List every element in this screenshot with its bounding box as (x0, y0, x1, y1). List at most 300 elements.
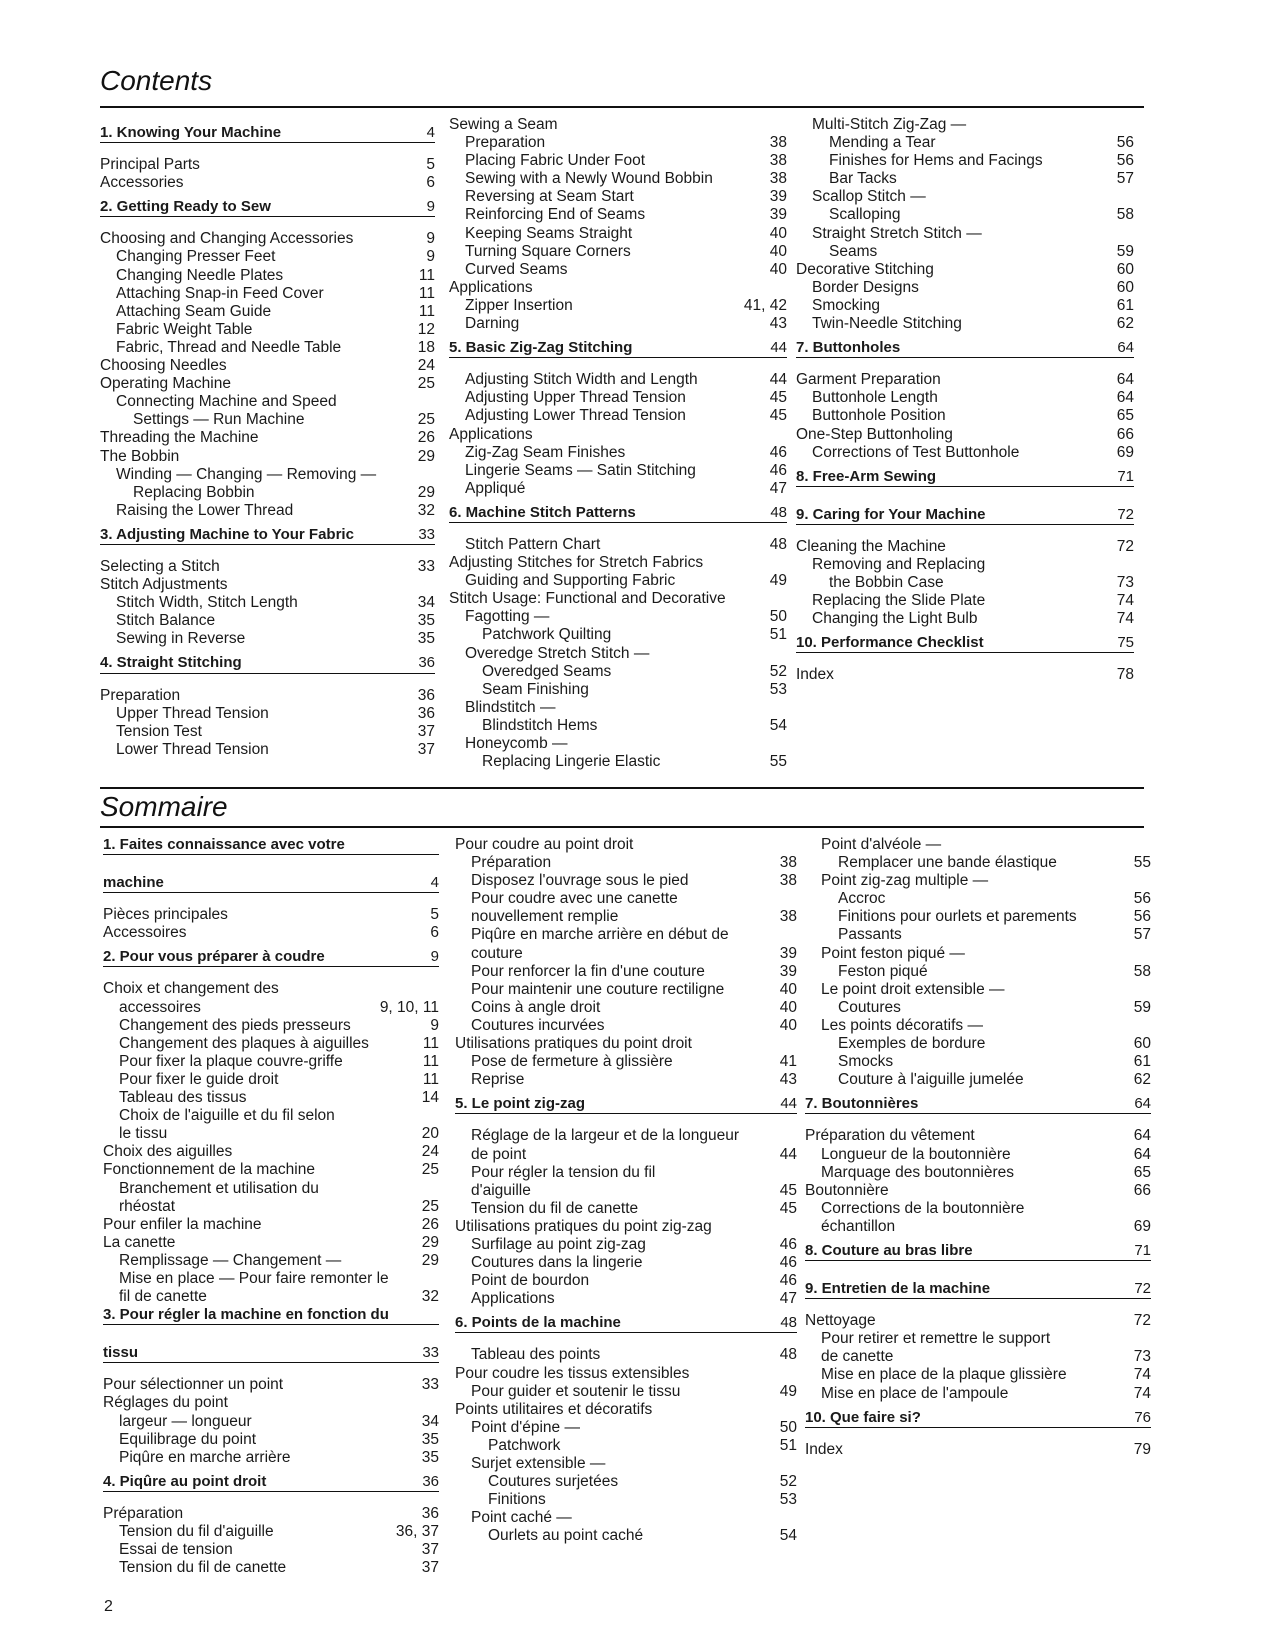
contents-column-2 (449, 116, 787, 771)
toc-entry (100, 576, 435, 594)
toc-entry-title: Applications (471, 1290, 555, 1308)
toc-entry (449, 735, 787, 753)
toc-entry-title: Multi-Stitch Zig-Zag — (812, 116, 967, 133)
toc-page-number: 74 (1133, 1366, 1151, 1384)
toc-entry-title: Pour renforcer la fin d'une couture (471, 962, 705, 980)
toc-entry-title: Decorative Stitching (796, 260, 934, 278)
toc-page-number: 61 (1133, 1053, 1151, 1071)
toc-entry (103, 1505, 439, 1523)
toc-entry-title: Stitch Width, Stitch Length (116, 594, 298, 612)
toc-page-number: 48 (769, 535, 787, 553)
toc-entry-title: Essai de tension (119, 1541, 233, 1559)
toc-entry-title: Patchwork Quilting (482, 626, 612, 644)
toc-page-number: 35 (421, 1448, 439, 1466)
toc-entry (805, 1348, 1151, 1366)
toc-entry (103, 1125, 439, 1143)
toc-page-number: 25 (421, 1197, 439, 1215)
toc-entry (449, 717, 787, 735)
toc-page-number: 44 (780, 1095, 797, 1113)
toc-entry-title: accessoires (119, 998, 201, 1016)
toc-entry (100, 484, 435, 502)
toc-entry-title: Preparation (100, 686, 181, 704)
toc-page-number: 40 (769, 242, 787, 260)
toc-entry-title: Pose de fermeture à glissière (471, 1053, 673, 1071)
toc-page-number: 6 (430, 924, 439, 942)
toc-entry-title: Points utilitaires et décoratifs (455, 1400, 653, 1418)
toc-entry-title: Changement des pieds presseurs (119, 1016, 351, 1034)
toc-entry-title: Tension du fil de canette (119, 1559, 287, 1577)
toc-section-heading (796, 333, 1134, 358)
toc-entry (103, 1071, 439, 1089)
toc-entry (449, 554, 787, 572)
toc-page-number: 72 (1134, 1280, 1151, 1298)
toc-entry-title: Fabric Weight Table (116, 320, 253, 338)
toc-entry-title: Turning Square Corners (465, 242, 631, 260)
toc-page-number: 64 (1116, 389, 1134, 407)
toc-entry (103, 1180, 439, 1198)
toc-entry-title: Raising the Lower Thread (116, 501, 294, 519)
toc-entry-title: Préparation (471, 854, 552, 872)
toc-entry-title: Changement des plaques à aiguilles (119, 1034, 369, 1052)
toc-page-number: 50 (779, 1418, 797, 1436)
toc-entry-title: Settings — Run Machine (133, 411, 305, 429)
toc-entry-title: Pour enfiler la machine (103, 1215, 262, 1233)
toc-entry-title: Coutures incurvées (471, 1016, 605, 1034)
toc-entry-title: Tension du fil d'aiguille (119, 1523, 274, 1540)
toc-entry-title: Overedged Seams (482, 662, 612, 680)
toc-entry-title: 6. Points de la machine (455, 1314, 621, 1332)
toc-page-number: 47 (769, 479, 787, 497)
toc-entry-title: Préparation du vêtement (805, 1127, 975, 1145)
toc-page-number: 46 (769, 443, 787, 461)
toc-entry (455, 1146, 797, 1164)
toc-entry (455, 1419, 797, 1437)
toc-entry (449, 243, 787, 261)
toc-entry-title: Passants (838, 926, 902, 944)
toc-page-number: 50 (769, 608, 787, 626)
toc-entry-title: Mending a Tear (829, 134, 936, 152)
toc-entry (449, 407, 787, 425)
toc-entry-title: Le point droit extensible — (821, 980, 1005, 998)
toc-entry (805, 908, 1151, 926)
toc-page-number: 52 (769, 662, 787, 680)
toc-entry-title: Pour guider et soutenir le tissu (471, 1382, 681, 1400)
toc-entry-title: Pour maintenir une couture rectiligne (471, 980, 725, 998)
toc-entry (103, 906, 439, 924)
toc-entry (805, 1146, 1151, 1164)
toc-entry-title: 4. Straight Stitching (100, 654, 242, 672)
toc-section-heading (100, 648, 435, 673)
toc-entry (455, 963, 797, 981)
toc-entry (100, 248, 435, 266)
toc-entry-title: Adjusting Stitch Width and Length (465, 371, 698, 389)
toc-entry (103, 1523, 439, 1541)
toc-entry-title: Pièces principales (103, 906, 228, 924)
toc-page-number: 55 (1133, 854, 1151, 872)
toc-page-number: 9 (426, 198, 435, 216)
toc-entry-title: Applications (449, 425, 533, 443)
toc-entry-title: Lingerie Seams — Satin Stitching (465, 461, 696, 479)
toc-entry (805, 963, 1151, 981)
toc-page-number: 44 (779, 1145, 797, 1163)
toc-entry-title: Applications (449, 278, 533, 296)
toc-page-number: 51 (779, 1436, 797, 1454)
toc-page-number: 48 (770, 503, 787, 521)
toc-section-heading (103, 868, 439, 893)
toc-page-number: 72 (1116, 537, 1134, 555)
toc-entry (805, 1218, 1151, 1236)
toc-entry (100, 357, 435, 375)
toc-page-number: 56 (1116, 134, 1134, 152)
toc-entry-title: Pour retirer et remettre le support (821, 1330, 1051, 1348)
toc-entry-title: Tableau des points (471, 1346, 601, 1364)
toc-entry (103, 1413, 439, 1431)
toc-entry (796, 134, 1134, 152)
toc-entry-title: Surjet extensible — (471, 1455, 606, 1472)
toc-entry (455, 945, 797, 963)
toc-entry-title: Changing Presser Feet (116, 248, 276, 266)
toc-entry (100, 411, 435, 429)
toc-entry (455, 1218, 797, 1236)
toc-entry (796, 152, 1134, 170)
toc-entry-title: Tension du fil de canette (471, 1199, 639, 1217)
toc-entry (805, 981, 1151, 999)
toc-entry-title: Cleaning the Machine (796, 537, 946, 555)
contents-column-3 (796, 116, 1134, 685)
toc-page-number: 51 (769, 626, 787, 644)
toc-entry (455, 1035, 797, 1053)
toc-page-number: 11 (422, 1034, 439, 1052)
toc-entry (100, 502, 435, 520)
toc-entry (805, 890, 1151, 908)
toc-section-heading (796, 462, 1134, 487)
toc-page-number: 66 (1116, 425, 1134, 443)
toc-entry-title: Pour régler la tension du fil (471, 1163, 656, 1181)
sommaire-heading: Sommaire (100, 791, 228, 822)
toc-page-number: 65 (1116, 407, 1134, 425)
toc-entry (449, 699, 787, 717)
toc-entry (103, 1107, 439, 1125)
toc-entry-title: One-Step Buttonholing (796, 425, 953, 443)
toc-page-number: 44 (770, 339, 787, 357)
toc-page-number: 14 (421, 1089, 439, 1107)
toc-entry-title: Accroc (838, 890, 886, 908)
toc-entry-title: Scalloping (829, 206, 901, 224)
toc-entry-title: Garment Preparation (796, 371, 941, 389)
toc-entry (449, 170, 787, 188)
toc-entry (455, 1491, 797, 1509)
toc-entry-title: Exemples de bordure (838, 1035, 986, 1053)
page-number: 2 (104, 1598, 113, 1615)
toc-page-number: 9, 10, 11 (379, 998, 439, 1016)
toc-entry-title: Choix et changement des (103, 980, 279, 998)
toc-entry-title: Overedge Stretch Stitch — (465, 644, 650, 662)
toc-page-number: 9 (426, 248, 435, 266)
toc-section-heading (100, 192, 435, 217)
toc-entry (103, 1035, 439, 1053)
toc-entry-title: Point caché — (471, 1509, 572, 1527)
toc-page-number: 44 (769, 371, 787, 389)
toc-entry (103, 999, 439, 1017)
toc-entry (100, 558, 435, 576)
toc-entry-title: Connecting Machine and Speed (116, 393, 337, 411)
toc-page-number: 62 (1116, 315, 1134, 333)
toc-entry (449, 572, 787, 590)
toc-entry (455, 1527, 797, 1545)
toc-entry-title: Stitch Balance (116, 612, 216, 630)
toc-entry-title: Curved Seams (465, 260, 568, 278)
toc-entry (103, 1143, 439, 1161)
toc-page-number: 24 (417, 357, 435, 375)
toc-entry (100, 687, 435, 705)
toc-page-number: 57 (1116, 170, 1134, 188)
toc-entry-title: Longueur de la boutonnière (821, 1145, 1011, 1163)
toc-entry-title: Patchwork (488, 1436, 561, 1454)
toc-entry-title: de canette (821, 1348, 894, 1366)
toc-entry (455, 1272, 797, 1290)
toc-entry (796, 444, 1134, 462)
toc-entry (796, 261, 1134, 279)
sommaire-column-3 (805, 836, 1151, 1459)
toc-entry (805, 836, 1151, 854)
toc-page-number: 36 (417, 686, 435, 704)
toc-page-number: 64 (1133, 1127, 1151, 1145)
toc-entry (805, 926, 1151, 944)
toc-page-number: 6 (426, 174, 435, 192)
toc-entry (796, 297, 1134, 315)
toc-page-number: 74 (1133, 1384, 1151, 1402)
toc-entry (796, 225, 1134, 243)
toc-entry-title: Index (796, 666, 834, 684)
toc-page-number: 9 (426, 230, 435, 248)
toc-entry-title: Index (805, 1440, 843, 1458)
toc-entry-title: Operating Machine (100, 375, 231, 393)
toc-entry-title: Remplissage — Changement — (119, 1251, 342, 1269)
toc-entry (103, 1216, 439, 1234)
toc-entry-title: Twin-Needle Stitching (812, 315, 962, 333)
toc-entry-title: Remplacer une bande élastique (838, 854, 1057, 872)
toc-page-number: 37 (421, 1541, 439, 1559)
toc-entry-title: machine (103, 874, 164, 892)
toc-entry-title: Upper Thread Tension (116, 704, 269, 722)
toc-section-heading (449, 333, 787, 358)
toc-page-number: 71 (1117, 467, 1134, 485)
toc-entry-title: Fonctionnement de la machine (103, 1161, 315, 1179)
toc-entry (449, 663, 787, 681)
toc-entry (796, 556, 1134, 574)
toc-entry (455, 1182, 797, 1200)
toc-entry-title: 4. Piqûre au point droit (103, 1472, 267, 1490)
toc-entry (805, 1182, 1151, 1200)
toc-entry-title: Changing Needle Plates (116, 266, 284, 284)
toc-entry-title: largeur — longueur (119, 1412, 252, 1430)
toc-page-number: 61 (1116, 296, 1134, 314)
toc-page-number: 45 (779, 1199, 797, 1217)
toc-page-number: 18 (417, 338, 435, 356)
toc-page-number: 56 (1133, 890, 1151, 908)
toc-page-number: 79 (1133, 1440, 1151, 1458)
toc-entry (455, 999, 797, 1017)
toc-page-number: 71 (1134, 1241, 1151, 1259)
toc-page-number: 35 (417, 612, 435, 630)
toc-entry (796, 574, 1134, 592)
toc-page-number: 5 (430, 906, 439, 924)
toc-entry (455, 1383, 797, 1401)
toc-entry (455, 1346, 797, 1364)
toc-entry (805, 945, 1151, 963)
toc-page-number: 37 (417, 740, 435, 758)
toc-entry-title: Adjusting Upper Thread Tension (465, 389, 686, 407)
toc-entry (805, 1035, 1151, 1053)
toc-entry (103, 1089, 439, 1107)
toc-entry (796, 389, 1134, 407)
toc-entry (455, 1473, 797, 1491)
toc-entry-title: Point d'alvéole — (821, 836, 942, 853)
toc-entry (796, 206, 1134, 224)
toc-page-number: 32 (417, 501, 435, 519)
toc-entry-title: Choosing and Changing Accessories (100, 230, 354, 248)
toc-entry-title: Accessoires (103, 924, 187, 942)
toc-entry-title: Utilisations pratiques du point droit (455, 1035, 692, 1053)
toc-page-number: 55 (769, 753, 787, 771)
toc-entry (449, 753, 787, 771)
toc-entry (796, 279, 1134, 297)
toc-page-number: 64 (1116, 371, 1134, 389)
toc-entry-title: échantillon (821, 1217, 896, 1235)
toc-page-number: 12 (417, 320, 435, 338)
toc-entry (449, 444, 787, 462)
toc-entry-title: Winding — Changing — Removing — (116, 465, 377, 483)
toc-entry (455, 1437, 797, 1455)
toc-entry (455, 926, 797, 944)
toc-entry (100, 156, 435, 174)
toc-section-heading (796, 628, 1134, 653)
toc-entry-title: Zipper Insertion (465, 296, 573, 314)
toc-page-number: 64 (1134, 1095, 1151, 1113)
toc-entry-title: 3. Adjusting Machine to Your Fabric (100, 525, 354, 543)
toc-entry (103, 1376, 439, 1394)
toc-entry-title: Sewing a Seam (449, 116, 558, 133)
toc-entry (449, 206, 787, 224)
sommaire-column-1 (103, 836, 439, 1577)
toc-entry (103, 1234, 439, 1252)
toc-entry-title: Replacing Bobbin (133, 483, 255, 501)
toc-entry (449, 134, 787, 152)
toc-entry-title: Seams (829, 242, 878, 260)
toc-page-number: 33 (421, 1376, 439, 1394)
toc-page-number: 59 (1116, 242, 1134, 260)
toc-entry-title: Scallop Stitch — (812, 188, 926, 206)
toc-entry (100, 267, 435, 285)
toc-page-number: 74 (1116, 610, 1134, 628)
toc-entry-title: Keeping Seams Straight (465, 224, 633, 242)
toc-entry (449, 480, 787, 498)
toc-entry-title: The Bobbin (100, 447, 180, 465)
toc-entry-title: Smocks (838, 1053, 894, 1071)
toc-entry (796, 116, 1134, 134)
toc-entry (796, 371, 1134, 389)
toc-entry (449, 681, 787, 699)
toc-entry (449, 626, 787, 644)
toc-page-number: 78 (1116, 666, 1134, 684)
toc-page-number: 40 (769, 260, 787, 278)
toc-entry-title: Removing and Replacing (812, 555, 986, 573)
toc-entry (449, 462, 787, 480)
toc-page-number: 40 (769, 224, 787, 242)
toc-entry (100, 339, 435, 357)
toc-entry-title: Principal Parts (100, 156, 200, 174)
toc-entry (103, 924, 439, 942)
toc-entry-title: Accessories (100, 174, 184, 192)
toc-entry (796, 610, 1134, 628)
toc-entry-title: Branchement et utilisation du (119, 1179, 319, 1197)
toc-page-number: 54 (769, 716, 787, 734)
toc-entry (449, 297, 787, 315)
toc-entry (449, 536, 787, 554)
toc-page-number: 46 (779, 1235, 797, 1253)
toc-page-number: 46 (779, 1254, 797, 1272)
toc-entry-title: Stitch Adjustments (100, 576, 228, 594)
toc-entry (103, 1541, 439, 1559)
toc-page-number: 40 (779, 1016, 797, 1034)
toc-entry-title: Reinforcing End of Seams (465, 206, 646, 224)
toc-entry-title: 2. Pour vous préparer à coudre (103, 948, 325, 966)
toc-entry (449, 590, 787, 608)
toc-entry-title: Piqûre en marche arrière (119, 1448, 291, 1466)
toc-entry-title: Blindstitch Hems (482, 716, 598, 734)
toc-page-number: 59 (1133, 998, 1151, 1016)
toc-entry-title: Equilibrage du point (119, 1430, 257, 1448)
toc-entry (796, 188, 1134, 206)
toc-entry (805, 1312, 1151, 1330)
toc-page-number: 64 (1117, 339, 1134, 357)
contents-top-rule (100, 106, 1144, 108)
toc-entry-title: 1. Faites connaissance avec votre (103, 836, 345, 853)
toc-entry-title: Point zig-zag multiple — (821, 872, 989, 890)
toc-entry-title: Smocking (812, 296, 881, 314)
toc-entry (103, 1449, 439, 1467)
toc-entry-title: Finitions pour ourlets et parements (838, 908, 1077, 926)
toc-entry-title: the Bobbin Case (829, 574, 944, 592)
toc-entry (100, 594, 435, 612)
toc-entry-title: Les points décoratifs — (821, 1016, 983, 1034)
toc-entry-title: Fagotting — (465, 608, 550, 626)
toc-entry (103, 1270, 439, 1288)
toc-entry-title: Boutonnière (805, 1181, 889, 1199)
toc-entry (455, 1127, 797, 1145)
toc-page-number: 40 (779, 998, 797, 1016)
toc-entry-title: Reprise (471, 1071, 525, 1089)
toc-entry (455, 1509, 797, 1527)
toc-page-number: 35 (417, 630, 435, 648)
toc-entry (103, 1288, 439, 1306)
toc-page-number: 69 (1133, 1217, 1151, 1235)
toc-entry (100, 612, 435, 630)
toc-entry (103, 1394, 439, 1412)
toc-page-number: 58 (1133, 962, 1151, 980)
toc-entry (100, 429, 435, 447)
toc-entry (449, 371, 787, 389)
toc-entry-title: Pour coudre les tissus extensibles (455, 1364, 690, 1382)
toc-section-heading (449, 498, 787, 523)
toc-section-heading (805, 1236, 1151, 1261)
toc-page-number: 47 (779, 1290, 797, 1308)
toc-entry-title: le tissu (119, 1125, 168, 1143)
toc-entry-title: couture (471, 944, 523, 962)
toc-entry-title: 6. Machine Stitch Patterns (449, 503, 636, 521)
toc-entry-title: Choix de l'aiguille et du fil selon (119, 1107, 335, 1125)
toc-entry-title: Nettoyage (805, 1312, 876, 1330)
